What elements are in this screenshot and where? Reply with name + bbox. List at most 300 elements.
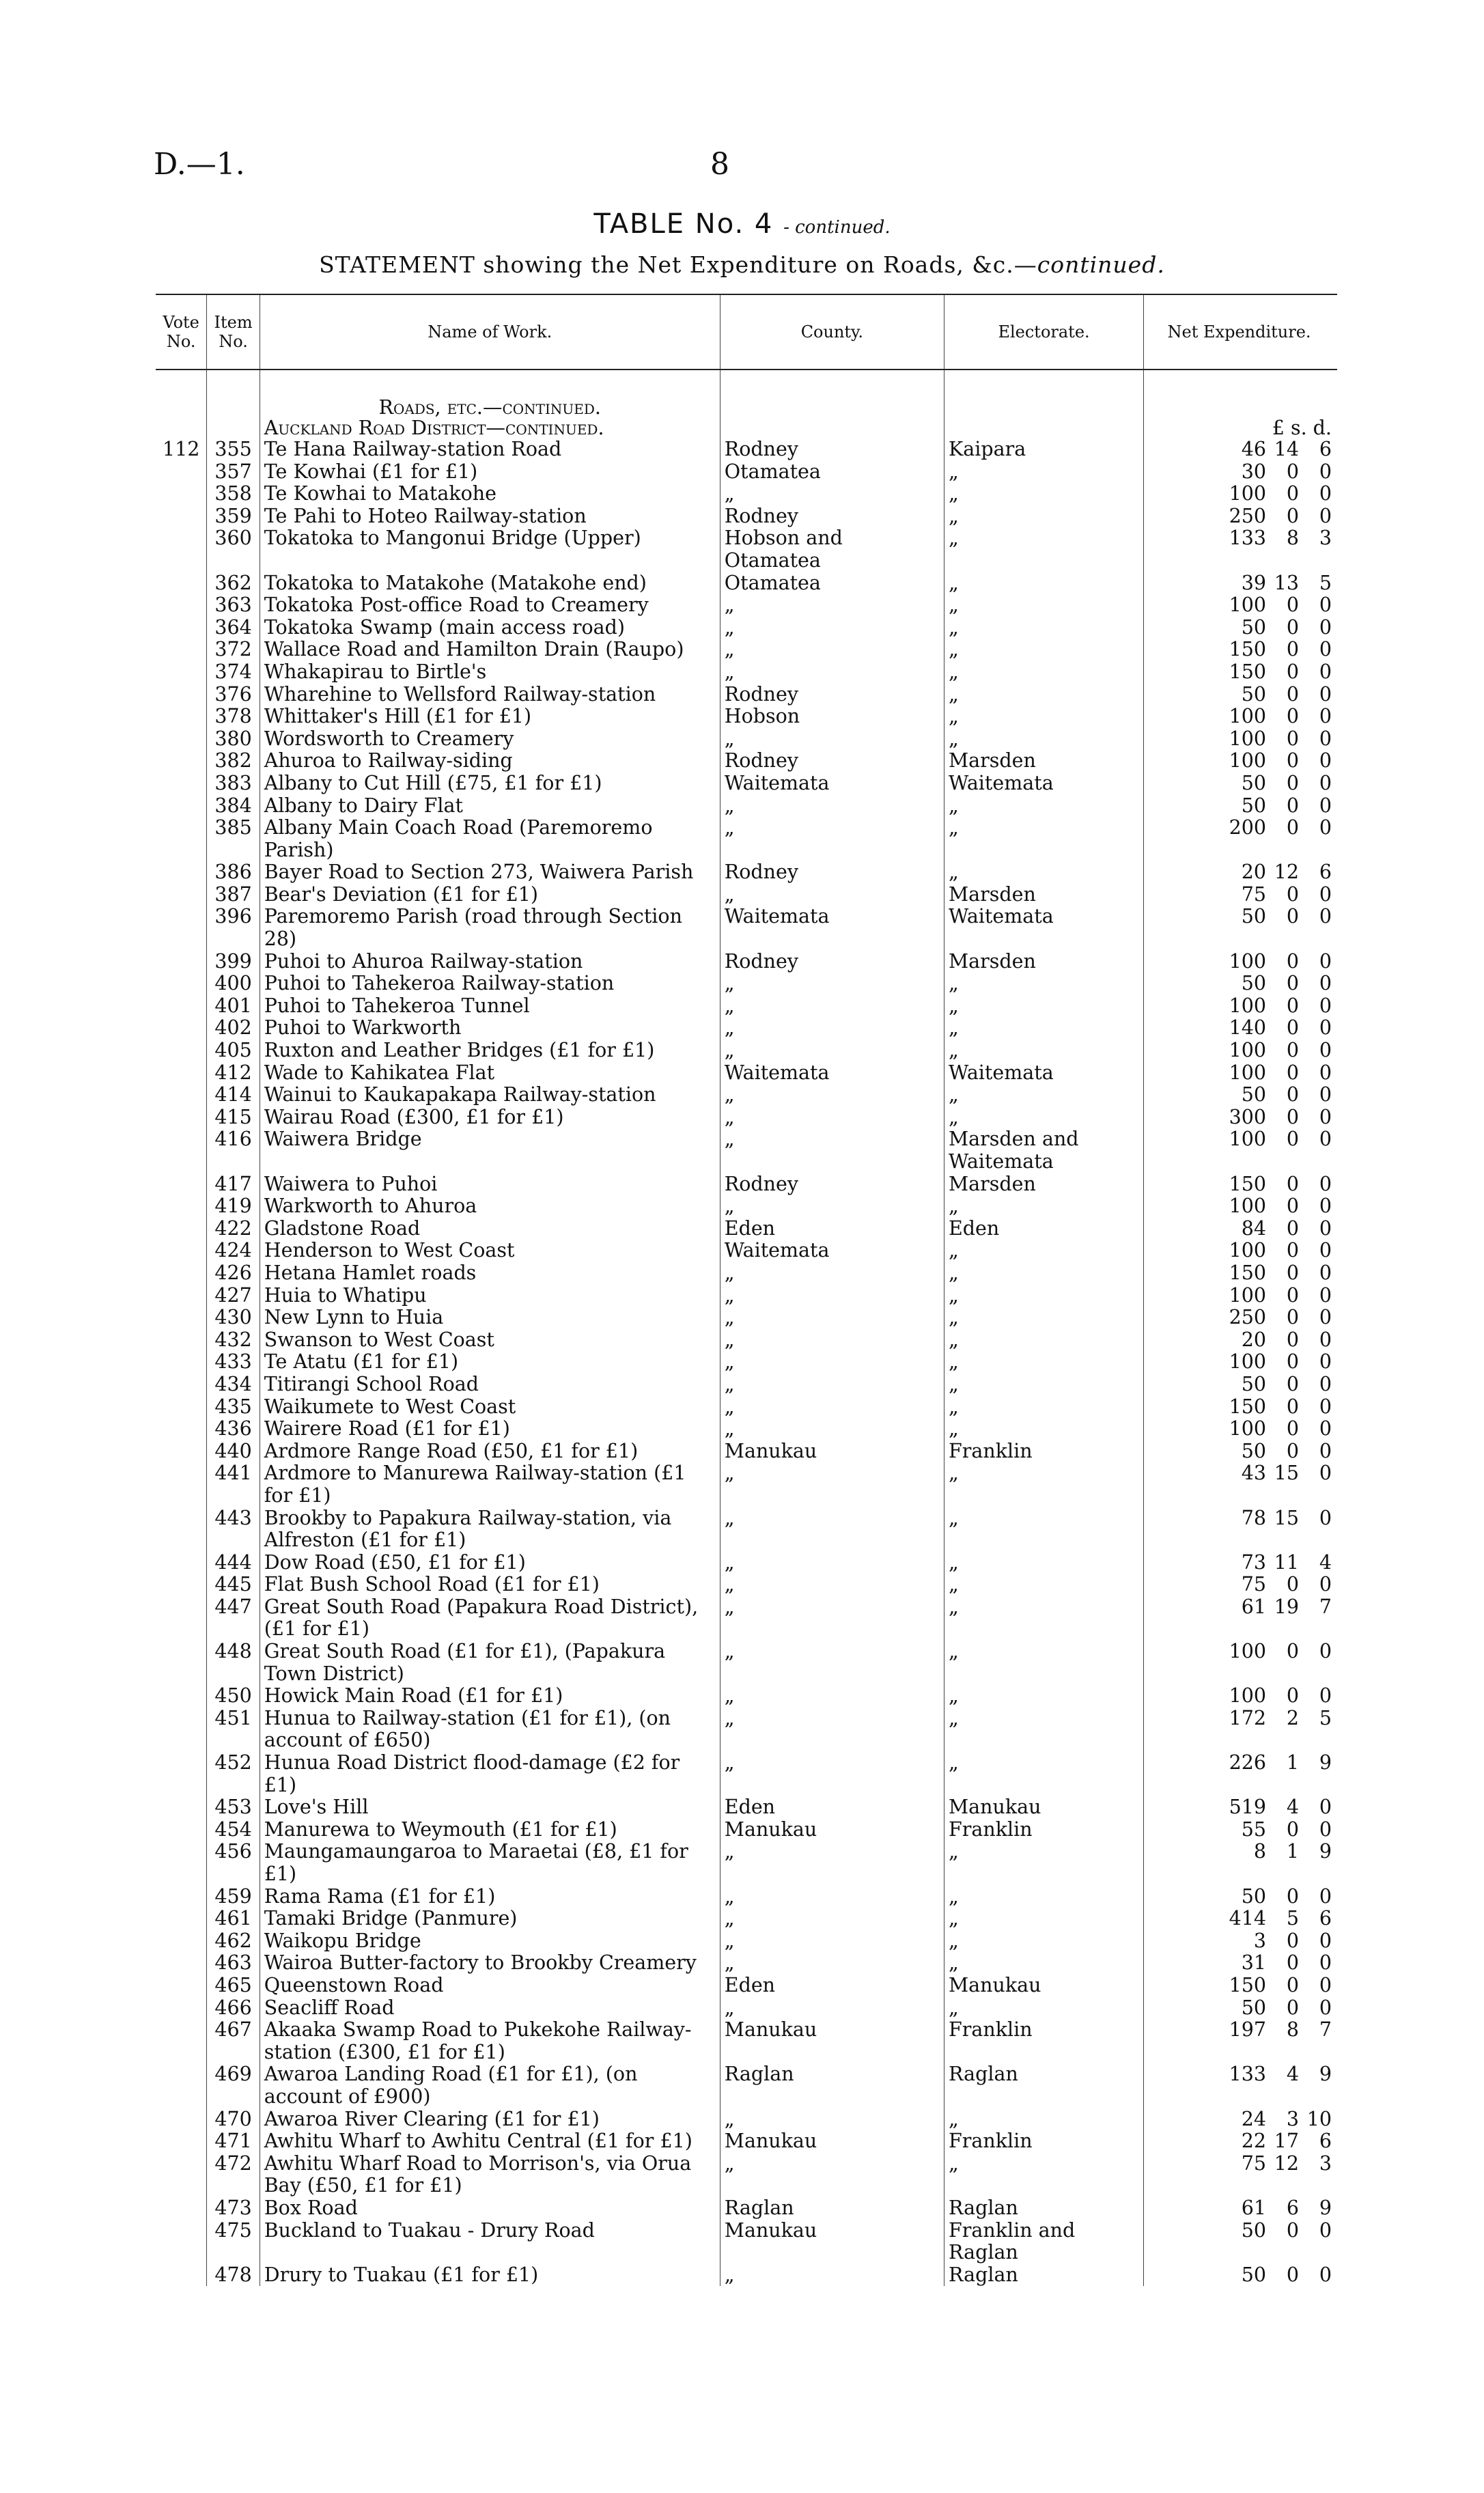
table-row (156, 1975, 1337, 1997)
county: Otamatea (720, 572, 944, 595)
electorate: Raglan (944, 2264, 1144, 2287)
shillings: 0 (1286, 749, 1299, 772)
pounds: 100 (1229, 1417, 1266, 1440)
pounds: 100 (1229, 594, 1266, 617)
shillings: 0 (1286, 1817, 1299, 1841)
pence: 0 (1319, 905, 1332, 928)
table-row (156, 1062, 1337, 1085)
work-name: Wairau Road (£300, £1 for £1) (260, 1106, 720, 1129)
shillings: 0 (1286, 1306, 1299, 1329)
shillings: 0 (1286, 1573, 1299, 1596)
electorate: Waitemata (944, 772, 1144, 795)
work-name: Te Atatu (£1 for £1) (260, 1351, 720, 1374)
table-row (156, 1128, 1337, 1173)
pence: 0 (1319, 1417, 1332, 1440)
table-row (156, 1574, 1337, 1596)
county: „ (720, 1128, 944, 1173)
vote-no (156, 527, 207, 572)
pounds: 250 (1229, 504, 1266, 527)
work-name: Wainui to Kaukapakapa Railway-station (260, 1084, 720, 1106)
item-no: 386 (207, 861, 260, 884)
pence: 0 (1319, 1083, 1332, 1106)
work-name: Awaroa Landing Road (£1 for £1), (on account of £900) (260, 2063, 720, 2108)
table-row (156, 1017, 1337, 1040)
pence: 0 (1319, 1573, 1332, 1596)
county: Raglan (720, 2197, 944, 2220)
item-no: 461 (207, 1908, 260, 1930)
shillings: 0 (1286, 460, 1299, 483)
item-no: 399 (207, 951, 260, 973)
pounds: 50 (1241, 2263, 1266, 2286)
table-row (156, 461, 1337, 484)
net-expenditure (1144, 1752, 1337, 1796)
county: „ (720, 594, 944, 617)
pence: 0 (1319, 615, 1332, 639)
work-name: Maungamaungaroa to Maraetai (£8, £1 for £1) (260, 1841, 720, 1885)
net-expenditure (1144, 1552, 1337, 1574)
electorate: Franklin (944, 2130, 1144, 2153)
vote-no (156, 1195, 207, 1218)
item-no: 434 (207, 1374, 260, 1396)
electorate: „ (944, 527, 1144, 572)
net-expenditure (1144, 884, 1337, 906)
shillings: 0 (1286, 1061, 1299, 1084)
work-name: Awhitu Wharf Road to Morrison's, via Orua Bay (£50, £1 for £1) (260, 2153, 720, 2197)
pounds: 414 (1229, 1907, 1266, 1930)
shillings: 0 (1286, 1929, 1299, 1952)
table-row (156, 1240, 1337, 1262)
shillings: 1 (1286, 1840, 1299, 1863)
pence: 6 (1319, 1907, 1332, 1930)
currency-header: £ s. d. (1272, 417, 1332, 439)
electorate: „ (944, 1708, 1144, 1752)
vote-no (156, 906, 207, 950)
electorate: Marsden (944, 750, 1144, 772)
electorate: Franklin (944, 1440, 1144, 1463)
county: „ (720, 1641, 944, 1685)
electorate: „ (944, 1017, 1144, 1040)
county: „ (720, 973, 944, 995)
pence: 0 (1319, 749, 1332, 772)
electorate: „ (944, 995, 1144, 1018)
county: „ (720, 1040, 944, 1062)
item-no: 453 (207, 1796, 260, 1819)
electorate: „ (944, 1908, 1144, 1930)
table-row (156, 1685, 1337, 1708)
shillings: 0 (1286, 1996, 1299, 2019)
item-no: 459 (207, 1886, 260, 1908)
county: Eden (720, 1796, 944, 1819)
net-expenditure (1144, 1819, 1337, 1841)
county: Hobson (720, 706, 944, 728)
net-expenditure (1144, 1017, 1337, 1040)
pence: 5 (1319, 1706, 1332, 1729)
electorate: „ (944, 1841, 1144, 1885)
electorate: Kaipara (944, 438, 1144, 461)
table-row (156, 861, 1337, 884)
pence: 10 (1306, 2107, 1332, 2130)
table-row (156, 661, 1337, 684)
table-row (156, 438, 1337, 461)
shillings: 0 (1286, 1016, 1299, 1040)
pence: 9 (1319, 2196, 1332, 2219)
work-name: Wallace Road and Hamilton Drain (Raupo) (260, 639, 720, 661)
electorate: Marsden (944, 884, 1144, 906)
work-name: Ruxton and Leather Bridges (£1 for £1) (260, 1040, 720, 1062)
work-name: Puhoi to Tahekeroa Railway-station (260, 973, 720, 995)
vote-no (156, 1752, 207, 1796)
pence: 7 (1319, 1595, 1332, 1618)
item-no: 374 (207, 661, 260, 684)
work-name: Albany to Dairy Flat (260, 795, 720, 818)
item-no: 436 (207, 1418, 260, 1440)
shillings: 0 (1286, 816, 1299, 839)
item-no: 448 (207, 1641, 260, 1685)
pence: 0 (1319, 949, 1332, 973)
pounds: 31 (1241, 1951, 1266, 1975)
county: „ (720, 1708, 944, 1752)
pence: 0 (1319, 1506, 1332, 1529)
pence: 0 (1319, 2218, 1332, 2242)
net-expenditure (1144, 1374, 1337, 1396)
vote-no (156, 995, 207, 1018)
net-expenditure (1144, 1574, 1337, 1596)
pounds: 50 (1241, 794, 1266, 817)
table-row (156, 1418, 1337, 1440)
pounds: 39 (1241, 571, 1266, 594)
vote-no (156, 706, 207, 728)
work-name: Dow Road (£50, £1 for £1) (260, 1552, 720, 1574)
county: „ (720, 817, 944, 861)
table-row (156, 1262, 1337, 1285)
section-heading: Roads, etc.—continued. (378, 396, 601, 419)
electorate: „ (944, 1396, 1144, 1419)
net-expenditure (1144, 1307, 1337, 1329)
vote-no (156, 1552, 207, 1574)
pence: 0 (1319, 994, 1332, 1017)
table-row (156, 2197, 1337, 2220)
pounds: 50 (1241, 905, 1266, 928)
shillings: 0 (1286, 1128, 1299, 1151)
pence: 0 (1319, 594, 1332, 617)
vote-no (156, 750, 207, 772)
item-no: 422 (207, 1218, 260, 1240)
vote-no (156, 1574, 207, 1596)
col-item: Item No. (207, 294, 260, 370)
item-no: 426 (207, 1262, 260, 1285)
table-row (156, 1752, 1337, 1796)
pounds: 50 (1241, 972, 1266, 995)
work-name: Paremoremo Parish (road through Section 28) (260, 906, 720, 950)
vote-no (156, 661, 207, 684)
table-row (156, 2063, 1337, 2108)
table-row (156, 1084, 1337, 1106)
table-row (156, 1997, 1337, 2020)
county: „ (720, 1329, 944, 1352)
vote-no (156, 817, 207, 861)
electorate: „ (944, 1040, 1144, 1062)
item-no: 372 (207, 639, 260, 661)
vote-no (156, 1596, 207, 1641)
net-expenditure (1144, 706, 1337, 728)
pounds: 100 (1229, 1061, 1266, 1084)
pence: 0 (1319, 1216, 1332, 1240)
item-no: 430 (207, 1307, 260, 1329)
electorate: „ (944, 1507, 1144, 1552)
county: „ (720, 1374, 944, 1396)
net-expenditure (1144, 1106, 1337, 1129)
pence: 6 (1319, 861, 1332, 884)
pounds: 55 (1241, 1817, 1266, 1841)
county: „ (720, 1886, 944, 1908)
county: „ (720, 1307, 944, 1329)
work-name: Titirangi School Road (260, 1374, 720, 1396)
pounds: 61 (1241, 2196, 1266, 2219)
net-expenditure (1144, 505, 1337, 528)
item-no: 412 (207, 1062, 260, 1085)
vote-no (156, 1262, 207, 1285)
item-no: 384 (207, 795, 260, 818)
county: Rodney (720, 861, 944, 884)
vote-no (156, 1351, 207, 1374)
table-row (156, 1351, 1337, 1374)
vote-no (156, 1173, 207, 1196)
county: „ (720, 1507, 944, 1552)
net-expenditure (1144, 1262, 1337, 1285)
work-name: Ardmore to Manurewa Railway-station (£1 for £1) (260, 1462, 720, 1507)
table-row (156, 1930, 1337, 1953)
item-no: 462 (207, 1930, 260, 1953)
shillings: 0 (1286, 1261, 1299, 1284)
pence: 0 (1319, 972, 1332, 995)
item-no: 478 (207, 2264, 260, 2287)
electorate: „ (944, 1886, 1144, 1908)
vote-no (156, 1218, 207, 1240)
vote-no (156, 1440, 207, 1463)
pounds: 100 (1229, 749, 1266, 772)
work-name: Hunua to Railway-station (£1 for £1), (on account of £650) (260, 1708, 720, 1752)
work-name: Albany Main Coach Road (Paremoremo Parish) (260, 817, 720, 861)
vote-no (156, 884, 207, 906)
pounds: 50 (1241, 615, 1266, 639)
table-row (156, 1462, 1337, 1507)
item-no: 471 (207, 2130, 260, 2153)
table-row (156, 1908, 1337, 1930)
vote-no (156, 1128, 207, 1173)
work-name: Swanson to West Coast (260, 1329, 720, 1352)
table-row (156, 817, 1337, 861)
county: „ (720, 1106, 944, 1129)
electorate: Eden (944, 1218, 1144, 1240)
vote-no: 112 (156, 438, 207, 461)
pence: 0 (1319, 1195, 1332, 1218)
work-name: Wade to Kahikatea Flat (260, 1062, 720, 1085)
county: Manukau (720, 2019, 944, 2063)
shillings: 0 (1286, 882, 1299, 906)
pence: 0 (1319, 705, 1332, 728)
pounds: 519 (1229, 1796, 1266, 1819)
pounds: 150 (1229, 1172, 1266, 1195)
shillings: 0 (1286, 972, 1299, 995)
table-row (156, 2220, 1337, 2264)
table-row (156, 951, 1337, 973)
item-no: 463 (207, 1952, 260, 1975)
vote-no (156, 1240, 207, 1262)
pence: 0 (1319, 638, 1332, 661)
work-name: Whakapirau to Birtle's (260, 661, 720, 684)
electorate: Manukau (944, 1796, 1144, 1819)
pence: 0 (1319, 1884, 1332, 1908)
work-name: Henderson to West Coast (260, 1240, 720, 1262)
net-expenditure (1144, 483, 1337, 505)
county: „ (720, 2153, 944, 2197)
net-expenditure (1144, 1440, 1337, 1463)
vote-no (156, 1040, 207, 1062)
item-no: 402 (207, 1017, 260, 1040)
pence: 0 (1319, 1640, 1332, 1663)
pence: 3 (1319, 527, 1332, 550)
pence: 0 (1319, 1951, 1332, 1975)
pence: 0 (1319, 1328, 1332, 1351)
pounds: 226 (1229, 1751, 1266, 1774)
shillings: 0 (1286, 994, 1299, 1017)
pounds: 50 (1241, 682, 1266, 706)
shillings: 12 (1274, 861, 1299, 884)
net-expenditure (1144, 639, 1337, 661)
col-expenditure: Net Expenditure. (1144, 294, 1337, 370)
item-no: 440 (207, 1440, 260, 1463)
electorate: „ (944, 1641, 1144, 1685)
item-no: 401 (207, 995, 260, 1018)
vote-no (156, 1908, 207, 1930)
shillings: 0 (1286, 682, 1299, 706)
electorate: „ (944, 1752, 1144, 1796)
work-name: Te Kowhai (£1 for £1) (260, 461, 720, 484)
table-row (156, 1040, 1337, 1062)
item-no: 441 (207, 1462, 260, 1507)
shillings: 0 (1286, 1395, 1299, 1418)
table-row (156, 1285, 1337, 1307)
table-row (156, 906, 1337, 950)
pounds: 50 (1241, 1996, 1266, 2019)
pounds: 24 (1241, 2107, 1266, 2130)
work-name: Bear's Deviation (£1 for £1) (260, 884, 720, 906)
net-expenditure (1144, 973, 1337, 995)
pounds: 3 (1253, 1929, 1266, 1952)
electorate: „ (944, 2153, 1144, 2197)
shillings: 0 (1286, 727, 1299, 750)
table-row (156, 1886, 1337, 1908)
table-row (156, 2108, 1337, 2131)
shillings: 0 (1286, 1439, 1299, 1462)
item-no: 416 (207, 1128, 260, 1173)
net-expenditure (1144, 2130, 1337, 2153)
net-expenditure (1144, 1418, 1337, 1440)
shillings: 13 (1274, 571, 1299, 594)
net-expenditure (1144, 1975, 1337, 1997)
net-expenditure (1144, 1685, 1337, 1708)
work-name: Ardmore Range Road (£50, £1 for £1) (260, 1440, 720, 1463)
table-row (156, 1329, 1337, 1352)
table-row (156, 1952, 1337, 1975)
net-expenditure (1144, 1997, 1337, 2020)
electorate: „ (944, 2108, 1144, 2131)
work-name: Box Road (260, 2197, 720, 2220)
county: Manukau (720, 2220, 944, 2264)
electorate: „ (944, 861, 1144, 884)
table-row (156, 2019, 1337, 2063)
net-expenditure (1144, 951, 1337, 973)
pence: 0 (1319, 504, 1332, 527)
vote-no (156, 505, 207, 528)
net-expenditure (1144, 2197, 1337, 2220)
shillings: 0 (1286, 2263, 1299, 2286)
net-expenditure (1144, 1886, 1337, 1908)
shillings: 4 (1286, 2063, 1299, 2086)
county: „ (720, 795, 944, 818)
pounds: 133 (1229, 2063, 1266, 2086)
net-expenditure (1144, 1596, 1337, 1641)
table-row (156, 795, 1337, 818)
pounds: 50 (1241, 1083, 1266, 1106)
table-row (156, 772, 1337, 795)
item-no: 414 (207, 1084, 260, 1106)
pence: 0 (1319, 660, 1332, 683)
item-no: 378 (207, 706, 260, 728)
vote-no (156, 1507, 207, 1552)
item-no: 385 (207, 817, 260, 861)
shillings: 0 (1286, 794, 1299, 817)
work-name: Huia to Whatipu (260, 1285, 720, 1307)
electorate: Marsden and Waitemata (944, 1128, 1144, 1173)
item-no: 470 (207, 2108, 260, 2131)
electorate: „ (944, 728, 1144, 751)
work-name: Awhitu Wharf to Awhitu Central (£1 for £1) (260, 2130, 720, 2153)
pence: 6 (1319, 438, 1332, 460)
county: „ (720, 1017, 944, 1040)
item-no: 415 (207, 1106, 260, 1129)
work-name: Puhoi to Warkworth (260, 1017, 720, 1040)
item-no: 363 (207, 594, 260, 617)
net-expenditure (1144, 2220, 1337, 2264)
vote-no (156, 1886, 207, 1908)
pounds: 78 (1241, 1506, 1266, 1529)
table-row (156, 1841, 1337, 1885)
shillings: 0 (1286, 1417, 1299, 1440)
pounds: 250 (1229, 1306, 1266, 1329)
work-name: Puhoi to Tahekeroa Tunnel (260, 995, 720, 1018)
vote-no (156, 572, 207, 595)
item-no: 447 (207, 1596, 260, 1641)
county: „ (720, 728, 944, 751)
item-no: 376 (207, 684, 260, 706)
county: Waitemata (720, 1240, 944, 1262)
pence: 0 (1319, 1439, 1332, 1462)
pence: 0 (1319, 1061, 1332, 1084)
pounds: 172 (1229, 1706, 1266, 1729)
electorate: „ (944, 1574, 1144, 1596)
pounds: 73 (1241, 1550, 1266, 1574)
vote-no (156, 684, 207, 706)
pounds: 75 (1241, 882, 1266, 906)
net-expenditure (1144, 1908, 1337, 1930)
item-no: 451 (207, 1708, 260, 1752)
shillings: 0 (1286, 949, 1299, 973)
table-row (156, 639, 1337, 661)
county: „ (720, 995, 944, 1018)
table-row (156, 527, 1337, 572)
net-expenditure (1144, 795, 1337, 818)
